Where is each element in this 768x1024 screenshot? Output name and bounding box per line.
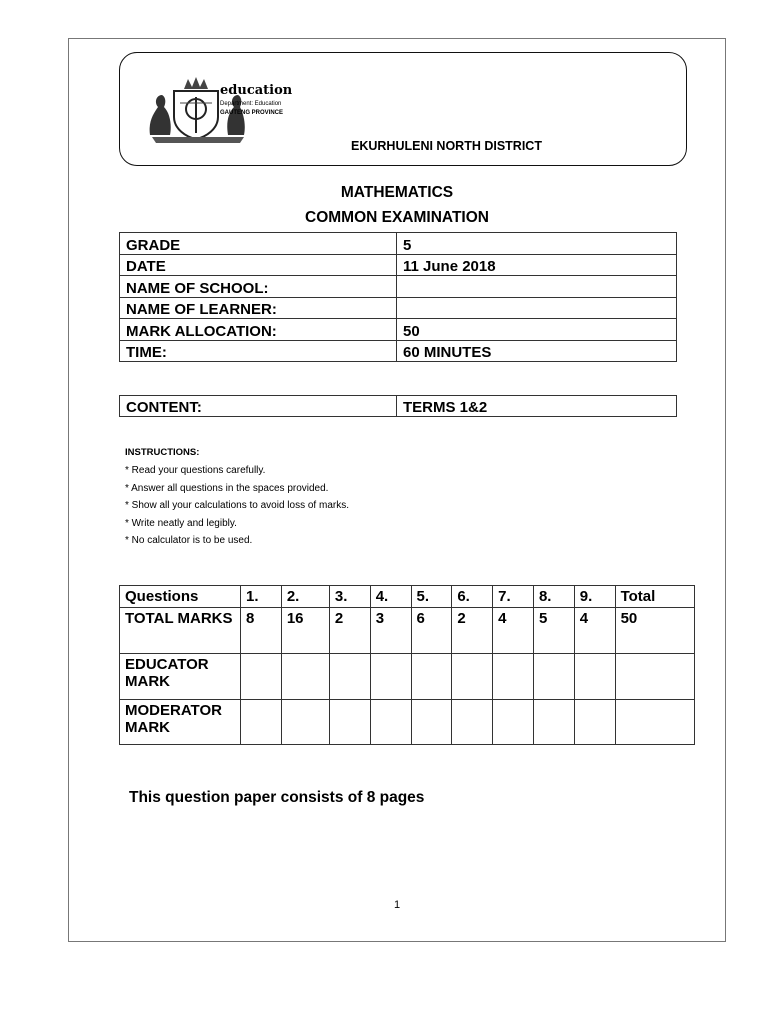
- table-cell[interactable]: [411, 700, 452, 745]
- list-item: * Answer all questions in the spaces provided.: [125, 482, 329, 494]
- info-value: 5: [397, 233, 677, 255]
- table-cell: 4: [574, 608, 615, 654]
- table-header: 8.: [533, 586, 574, 608]
- instructions-list: [125, 462, 349, 550]
- table-cell[interactable]: [452, 654, 493, 700]
- table-cell[interactable]: [615, 700, 694, 745]
- table-row: [120, 608, 695, 654]
- info-value: 11 June 2018: [397, 254, 677, 276]
- school-name-field[interactable]: [397, 276, 677, 298]
- table-cell[interactable]: [370, 700, 411, 745]
- table-header: 5.: [411, 586, 452, 608]
- table-cell[interactable]: [241, 700, 282, 745]
- table-cell[interactable]: [533, 654, 574, 700]
- table-cell[interactable]: [493, 700, 534, 745]
- info-label: DATE: [120, 254, 397, 276]
- table-header: 9.: [574, 586, 615, 608]
- info-label: MARK ALLOCATION:: [120, 319, 397, 341]
- table-cell[interactable]: [281, 700, 329, 745]
- page-number: 1: [393, 899, 401, 911]
- row-label: TOTAL MARKS: [120, 608, 241, 654]
- table-cell: 16: [281, 608, 329, 654]
- table-row: [120, 654, 695, 700]
- exam-title: COMMON EXAMINATION: [305, 209, 489, 226]
- table-cell: 6: [411, 608, 452, 654]
- district-name: EKURHULENI NORTH DISTRICT: [351, 139, 542, 153]
- table-row: [120, 586, 695, 608]
- table-row: [120, 700, 695, 745]
- content-value: TERMS 1&2: [397, 396, 677, 417]
- table-cell[interactable]: [329, 700, 370, 745]
- table-cell[interactable]: [281, 654, 329, 700]
- list-item: * Show all your calculations to avoid loss of marks.: [125, 500, 349, 511]
- department-label: Department: Education: [220, 101, 282, 107]
- table-row: [120, 297, 677, 319]
- table-row: [120, 396, 677, 417]
- table-cell[interactable]: [574, 654, 615, 700]
- info-label: NAME OF LEARNER:: [120, 297, 397, 319]
- list-item: * Write neatly and legibly.: [125, 517, 237, 529]
- info-label: TIME:: [120, 340, 397, 362]
- table-cell: 3: [370, 608, 411, 654]
- table-header: Questions: [120, 586, 241, 608]
- table-cell[interactable]: [329, 654, 370, 700]
- table-row: [120, 319, 677, 341]
- province-label: GAUTENG PROVINCE: [220, 110, 284, 116]
- table-header: 3.: [329, 586, 370, 608]
- table-cell[interactable]: [615, 654, 694, 700]
- table-header: 1.: [241, 586, 282, 608]
- content-table: [119, 395, 677, 417]
- table-header: 7.: [493, 586, 534, 608]
- table-cell[interactable]: [493, 654, 534, 700]
- table-cell[interactable]: [533, 700, 574, 745]
- table-cell[interactable]: [452, 700, 493, 745]
- table-cell[interactable]: [411, 654, 452, 700]
- row-label: EDUCATOR MARK: [120, 654, 241, 700]
- table-row: [120, 340, 677, 362]
- table-cell: 5: [533, 608, 574, 654]
- table-header: 6.: [452, 586, 493, 608]
- list-item: * Read your questions carefully.: [125, 465, 266, 476]
- info-label: NAME OF SCHOOL:: [120, 276, 397, 298]
- info-value: 60 MINUTES: [397, 340, 677, 362]
- table-cell: 2: [452, 608, 493, 654]
- table-cell[interactable]: [370, 654, 411, 700]
- subject-title: MATHEMATICS: [340, 184, 454, 201]
- info-label: GRADE: [120, 233, 397, 255]
- table-row: [120, 233, 677, 255]
- education-logo-text: education: [220, 83, 293, 98]
- table-cell: 8: [241, 608, 282, 654]
- table-header: 4.: [370, 586, 411, 608]
- table-row: [120, 276, 677, 298]
- header-box: [119, 52, 687, 166]
- exam-cover-page: [68, 38, 726, 942]
- table-cell[interactable]: [574, 700, 615, 745]
- row-label: MODERATOR MARK: [120, 700, 241, 745]
- table-cell[interactable]: [241, 654, 282, 700]
- table-cell: 50: [615, 608, 694, 654]
- table-row: [120, 254, 677, 276]
- content-label: CONTENT:: [120, 396, 397, 417]
- learner-name-field[interactable]: [397, 297, 677, 319]
- table-cell: 2: [329, 608, 370, 654]
- table-header: 2.: [281, 586, 329, 608]
- exam-info-table: [119, 232, 677, 362]
- list-item: * No calculator is to be used.: [125, 535, 253, 546]
- page-count-note: This question paper consists of 8 pages: [129, 789, 425, 806]
- instructions-heading: INSTRUCTIONS:: [125, 447, 200, 458]
- table-cell: 4: [493, 608, 534, 654]
- table-header: Total: [615, 586, 694, 608]
- marks-table: [119, 585, 695, 745]
- info-value: 50: [397, 319, 677, 341]
